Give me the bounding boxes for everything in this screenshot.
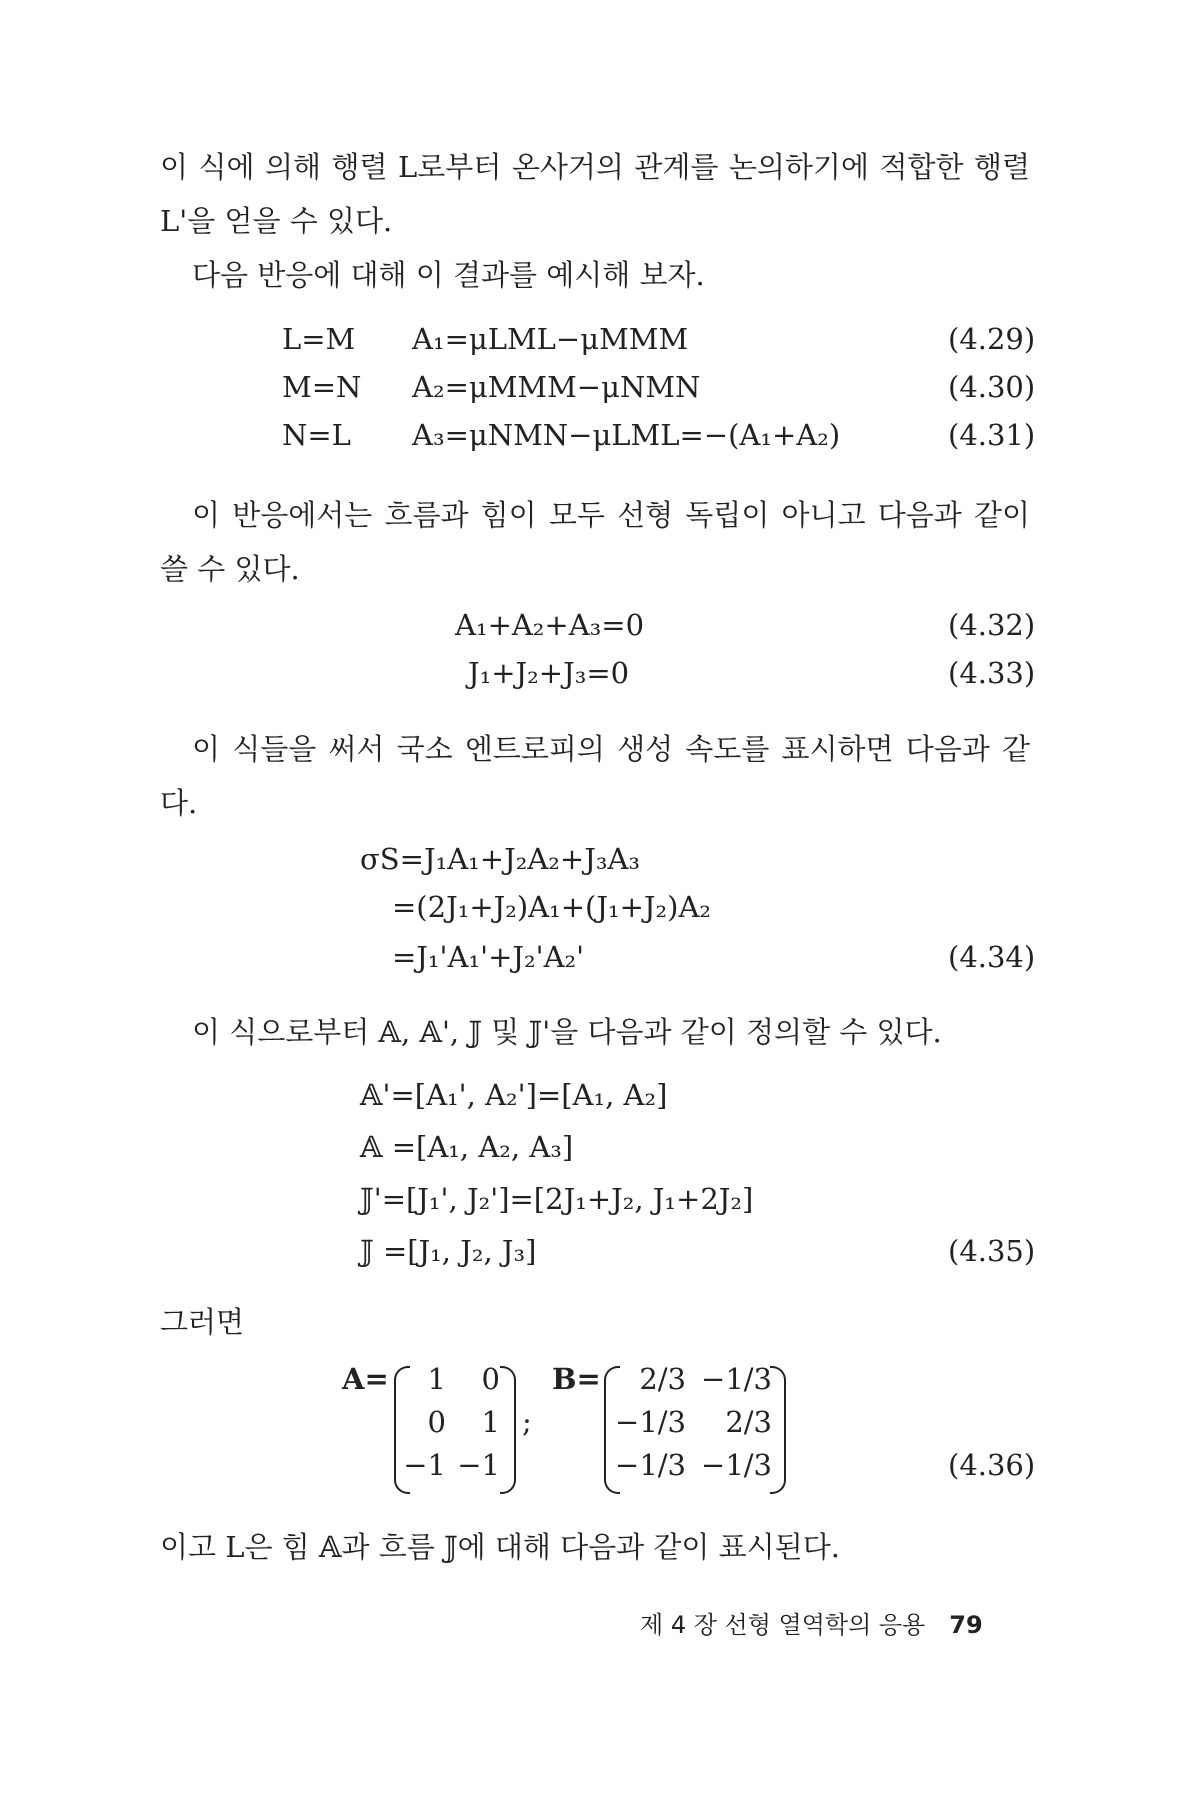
paragraph-example: 다음 반응에 대해 이 결과를 예시해 보자. — [192, 258, 705, 292]
equation-4-35 — [0, 1234, 1200, 1278]
equation-text: σS=J₁A₁+J₂A₂+J₃A₃ — [360, 842, 641, 876]
definition-line-1 — [0, 1078, 1200, 1122]
equation-text: 𝕁'=[J₁', J₂']=[2J₁+J₂, J₁+2J₂] — [360, 1182, 754, 1216]
matrix-b-cell: −1/3 — [701, 1362, 772, 1396]
paragraph-entropy: 이 식들을 써서 국소 엔트로피의 생성 속도를 표시하면 다음과 같다. — [160, 732, 1030, 820]
equation-text: =(2J₁+J₂)A₁+(J₁+J₂)A₂ — [392, 890, 712, 924]
equation-number: (4.30) — [948, 370, 1036, 404]
equation-4-34 — [0, 940, 1200, 984]
equation-number: (4.35) — [948, 1234, 1036, 1268]
equation-text: A₁=μLML−μMMM — [412, 322, 689, 356]
equation-number: (4.29) — [948, 322, 1036, 356]
equation-number: (4.34) — [948, 940, 1036, 974]
chapter-title: 제 4 장 선형 열역학의 응용 — [640, 1611, 926, 1639]
equation-4-32 — [0, 608, 1200, 652]
matrix-a-cell: −1 — [403, 1448, 446, 1482]
entropy-line-2 — [0, 890, 1200, 934]
paragraph-then: 그러면 — [160, 1305, 245, 1339]
matrix-b-cell: −1/3 — [615, 1448, 686, 1482]
equation-number: (4.32) — [948, 608, 1036, 642]
equation-text: =J₁'A₁'+J₂'A₂' — [392, 940, 585, 974]
matrix-a-label: A= — [342, 1362, 389, 1396]
paragraph-closing: 이고 L은 힘 𝔸과 흐름 𝕁에 대해 다음과 같이 표시된다. — [160, 1530, 840, 1564]
reaction-label: N=L — [282, 418, 351, 452]
matrix-b — [610, 1362, 780, 1492]
equation-4-33 — [0, 656, 1200, 700]
matrix-b-cell: −1/3 — [615, 1405, 686, 1439]
matrix-a-cell: 1 — [481, 1405, 500, 1439]
reaction-label: L=M — [282, 322, 356, 356]
matrix-b-label: B= — [552, 1362, 601, 1396]
reaction-label: M=N — [282, 370, 362, 404]
matrix-a-cell: −1 — [457, 1448, 500, 1482]
equation-text: 𝔸 =[A₁, A₂, A₃] — [360, 1130, 574, 1164]
definition-line-3 — [0, 1182, 1200, 1226]
matrix-separator: ; — [522, 1405, 532, 1439]
equation-number: (4.36) — [948, 1448, 1036, 1482]
definition-line-2 — [0, 1130, 1200, 1174]
equation-4-29 — [0, 322, 1200, 366]
matrix-a-cell: 0 — [481, 1362, 500, 1396]
equation-text: A₂=μMMM−μNMN — [412, 370, 701, 404]
matrix-b-cell: 2/3 — [725, 1405, 772, 1439]
matrix-a-cell: 0 — [427, 1405, 446, 1439]
matrix-a — [400, 1362, 510, 1492]
equation-text: A₃=μNMN−μLML=−(A₁+A₂) — [412, 418, 841, 452]
matrix-b-cell: −1/3 — [701, 1448, 772, 1482]
equation-4-31 — [0, 418, 1200, 462]
equation-4-30 — [0, 370, 1200, 414]
entropy-line-1 — [0, 842, 1200, 886]
page-number: 79 — [949, 1611, 983, 1639]
equation-text: 𝕁 =[J₁, J₂, J₃] — [360, 1234, 537, 1268]
paragraph-reaction: 이 반응에서는 흐름과 힘이 모두 선형 독립이 아니고 다음과 같이 쓸 수 있다. — [160, 498, 1030, 586]
equation-text: 𝔸'=[A₁', A₂']=[A₁, A₂] — [360, 1078, 668, 1112]
matrix-a-cell: 1 — [427, 1362, 446, 1396]
paragraph-definitions: 이 식으로부터 𝔸, 𝔸', 𝕁 및 𝕁'을 다음과 같이 정의할 수 있다. — [192, 1015, 942, 1049]
paragraph-intro: 이 식에 의해 행렬 L로부터 온사거의 관계를 논의하기에 적합한 행렬 L'을 얻을 수 있다. — [160, 150, 1030, 238]
equation-text: A₁+A₂+A₃=0 — [455, 608, 645, 642]
equation-number: (4.31) — [948, 418, 1036, 452]
equation-number: (4.33) — [948, 656, 1036, 690]
equation-text: J₁+J₂+J₃=0 — [468, 656, 630, 690]
matrix-b-cell: 2/3 — [639, 1362, 686, 1396]
page-footer — [640, 1605, 983, 1640]
